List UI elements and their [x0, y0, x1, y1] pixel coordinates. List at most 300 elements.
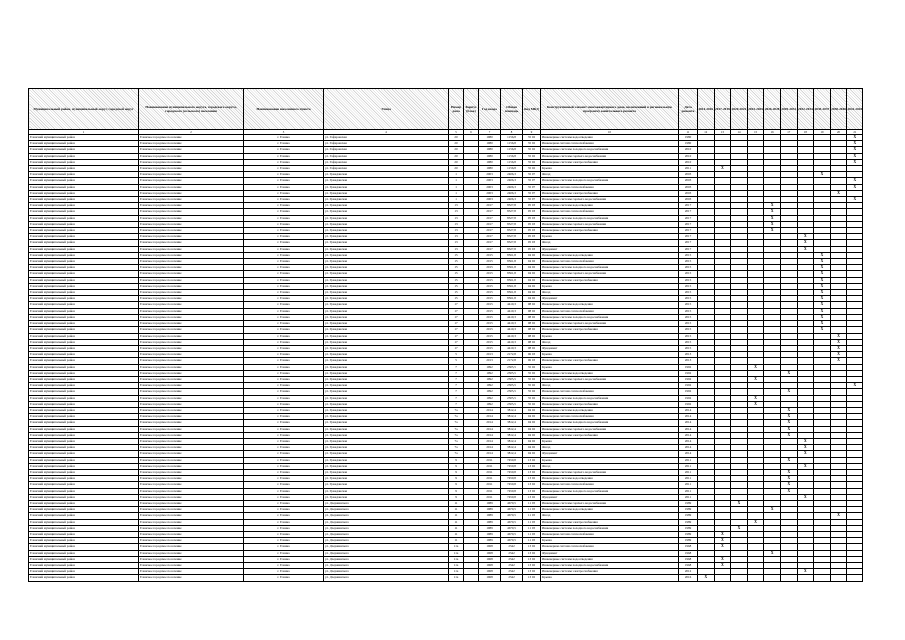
period-mark-cell	[847, 575, 863, 581]
table-cell: Еланский муниципальный район	[29, 538, 139, 544]
table-cell: Еланский муниципальный район	[29, 395, 139, 401]
table-cell: 2017	[479, 228, 501, 234]
table-cell: ул. Гражданская	[324, 321, 449, 327]
table-cell: Инженерные системы горячего водоснабжения	[541, 376, 679, 382]
table-cell: 05 03	[523, 215, 541, 221]
table-cell: 2014	[479, 432, 501, 438]
table-cell: Еланское городское поселение	[139, 203, 244, 209]
table-cell: 11 03	[523, 538, 541, 544]
table-cell: ул. Гражданская	[324, 271, 449, 277]
table-cell: 11а	[449, 575, 464, 581]
table-cell: Еланский муниципальный район	[29, 414, 139, 420]
table-cell: г. Еланка	[244, 302, 324, 308]
table-cell: 04 02	[523, 296, 541, 302]
column-number: 19	[814, 130, 831, 135]
table-cell: 35 07	[523, 197, 541, 203]
table-cell: 2011	[679, 482, 698, 488]
table-cell: 2015	[479, 321, 501, 327]
table-cell: Еланское городское поселение	[139, 519, 244, 525]
period-mark-cell: X	[780, 457, 797, 463]
table-cell: 3812,4	[501, 438, 523, 444]
period-mark-cell: X	[714, 544, 731, 550]
table-cell: г. Еланка	[244, 296, 324, 302]
table-cell: Еланское городское поселение	[139, 246, 244, 252]
table-cell: Инженерные системы холодного водоснабжения	[541, 525, 679, 531]
table-cell: г. Еланка	[244, 166, 324, 172]
table-cell: Еланский муниципальный район	[29, 172, 139, 178]
table-cell: 8327,8	[501, 209, 523, 215]
period-mark-cell: X	[814, 296, 831, 302]
table-cell: Инженерная система теплоснабжения	[541, 389, 679, 395]
table-cell: Еланский муниципальный район	[29, 370, 139, 376]
table-cell: г. Еланка	[244, 345, 324, 351]
table-cell: 1989	[479, 538, 501, 544]
table-cell: Еланский муниципальный район	[29, 563, 139, 569]
table-cell: Еланское городское поселение	[139, 321, 244, 327]
table-cell: 2010	[679, 159, 698, 165]
table-cell: 11	[449, 513, 464, 519]
period-mark-cell: X	[780, 482, 797, 488]
table-cell: 3812,4	[501, 451, 523, 457]
table-cell: ул. Гражданская	[324, 302, 449, 308]
table-cell: Еланский муниципальный район	[29, 153, 139, 159]
table-cell: Еланское городское поселение	[139, 166, 244, 172]
table-cell: 7450,8	[501, 488, 523, 494]
table-cell: Фундамент	[541, 494, 679, 500]
period-mark-cell	[780, 575, 797, 581]
period-mark-cell: X	[764, 228, 781, 234]
table-cell: ул. Гафаровская	[324, 147, 449, 153]
table-cell: ул. Гражданская	[324, 482, 449, 488]
table-cell: г. Еланка	[244, 438, 324, 444]
table-cell: 8561,8	[501, 283, 523, 289]
column-header: 2035-2037	[814, 89, 831, 130]
table-cell: Еланский муниципальный район	[29, 302, 139, 308]
table-cell: 4670,5	[501, 507, 523, 513]
table-cell: 35 02	[523, 389, 541, 395]
table-cell: Еланский муниципальный район	[29, 389, 139, 395]
table-cell: Еланский муниципальный район	[29, 469, 139, 475]
period-mark-cell: X	[747, 395, 764, 401]
table-cell: ул. Гражданская	[324, 395, 449, 401]
table-cell: 2003	[479, 197, 501, 203]
table-cell: Инженерные системы водоотведения	[541, 476, 679, 482]
table-cell: Еланское городское поселение	[139, 432, 244, 438]
table-cell: г. Еланка	[244, 544, 324, 550]
period-mark-cell	[830, 575, 847, 581]
column-header: Муниципальный район, муниципальный округ, городской округ	[29, 89, 139, 130]
column-number: 11	[679, 130, 698, 135]
table-cell: г. Еланка	[244, 172, 324, 178]
table-cell: Инженерные системы электроснабжения	[541, 327, 679, 333]
table-cell: 9	[449, 482, 464, 488]
period-mark-cell: X	[830, 339, 847, 345]
table-cell: 1992	[479, 383, 501, 389]
table-cell: г. Еланка	[244, 209, 324, 215]
table-cell: Еланское городское поселение	[139, 345, 244, 351]
table-cell: 2003	[679, 184, 698, 190]
table-cell: г. Еланка	[244, 234, 324, 240]
table-cell: 1980	[479, 135, 501, 141]
table-cell: ул. Гафаровская	[324, 141, 449, 147]
table-cell: ул. Гражданская	[324, 476, 449, 482]
table-cell: Еланское городское поселение	[139, 395, 244, 401]
table-cell: 4410,3	[501, 333, 523, 339]
period-mark-cell: X	[714, 563, 731, 569]
table-cell: Еланский муниципальный район	[29, 407, 139, 413]
table-cell: 13	[449, 234, 464, 240]
column-number: 4	[324, 130, 449, 135]
table-cell: Инженерная система теплоснабжения	[541, 544, 679, 550]
table-cell: 2015	[479, 283, 501, 289]
table-cell: 1989	[679, 538, 698, 544]
table-cell: Еланский муниципальный район	[29, 141, 139, 147]
column-header: 2023-2025	[747, 89, 764, 130]
table-cell: ул. Гражданская	[324, 445, 449, 451]
table-row	[29, 575, 863, 581]
table-cell: Фундамент	[541, 451, 679, 457]
table-cell: 11 03	[523, 500, 541, 506]
table-cell: 3812,4	[501, 414, 523, 420]
table-cell: 2015	[679, 296, 698, 302]
table-cell: г. Еланка	[244, 469, 324, 475]
table-cell: 04 02	[523, 277, 541, 283]
table-cell: 04 02	[523, 259, 541, 265]
table-cell: 05 03	[523, 240, 541, 246]
table-cell: 1989	[679, 513, 698, 519]
table-cell: 2406,3	[501, 184, 523, 190]
table-cell: Инженерные системы электроснабжения	[541, 358, 679, 364]
table-cell: Еланское городское поселение	[139, 420, 244, 426]
table-cell: г. Еланка	[244, 252, 324, 258]
table-cell: 35 02	[523, 383, 541, 389]
table-cell: г. Еланка	[244, 407, 324, 413]
table-cell: 15	[449, 259, 464, 265]
table-cell: 17	[449, 308, 464, 314]
table-cell: Еланский муниципальный район	[29, 401, 139, 407]
table-cell: Еланское городское поселение	[139, 172, 244, 178]
table-cell: 08 02	[523, 314, 541, 320]
table-cell: Инженерные системы водоотведения	[541, 370, 679, 376]
table-cell: 4670,5	[501, 513, 523, 519]
table-cell: 4410,3	[501, 308, 523, 314]
table-cell: 20	[449, 166, 464, 172]
table-cell: Фасад	[541, 172, 679, 178]
table-cell: ул. Гражданская	[324, 494, 449, 500]
table-cell: 2014	[479, 426, 501, 432]
table-cell: Еланское городское поселение	[139, 190, 244, 196]
table-cell: 20	[449, 159, 464, 165]
table-cell: ул. Гражданская	[324, 389, 449, 395]
table-cell: 15	[449, 252, 464, 258]
table-cell: 1992	[679, 376, 698, 382]
table-cell: 11 03	[523, 513, 541, 519]
table-cell: Еланское городское поселение	[139, 550, 244, 556]
table-cell: Еланский муниципальный район	[29, 190, 139, 196]
table-cell: 8561,8	[501, 265, 523, 271]
program-table	[28, 88, 863, 582]
table-cell: 35 02	[523, 376, 541, 382]
table-cell: Еланский муниципальный район	[29, 476, 139, 482]
period-mark-cell	[814, 575, 831, 581]
table-cell: 04 02	[523, 438, 541, 444]
table-cell: 11	[449, 538, 464, 544]
table-cell: Еланское городское поселение	[139, 333, 244, 339]
table-cell: ул. Гражданская	[324, 364, 449, 370]
table-cell: 2015	[679, 259, 698, 265]
table-cell: ул. Гражданская	[324, 197, 449, 203]
table-cell: г. Еланка	[244, 246, 324, 252]
table-cell: Еланский муниципальный район	[29, 240, 139, 246]
table-cell: Фундамент	[541, 296, 679, 302]
period-mark-cell: X	[764, 221, 781, 227]
table-cell: 1156,8	[501, 166, 523, 172]
table-cell: Еланское городское поселение	[139, 339, 244, 345]
table-cell: Фасад	[541, 290, 679, 296]
table-cell: 05 03	[523, 234, 541, 240]
table-cell: Инженерные системы водоотведения	[541, 203, 679, 209]
table-cell: 1	[449, 190, 464, 196]
table-cell: Еланское городское поселение	[139, 153, 244, 159]
table-cell: ул. Гафаровская	[324, 166, 449, 172]
table-cell: Еланское городское поселение	[139, 141, 244, 147]
table-cell: г. Еланка	[244, 190, 324, 196]
table-cell: Еланский муниципальный район	[29, 445, 139, 451]
period-mark-cell: X	[847, 184, 863, 190]
capital-repair-table	[28, 88, 863, 582]
period-mark-cell: X	[747, 401, 764, 407]
table-cell: Еланский муниципальный район	[29, 420, 139, 426]
table-cell: Еланское городское поселение	[139, 240, 244, 246]
table-cell: 8561,8	[501, 259, 523, 265]
table-cell: г. Еланка	[244, 414, 324, 420]
table-cell: 7а	[449, 426, 464, 432]
table-cell: 2012	[679, 569, 698, 575]
period-mark-cell: X	[814, 259, 831, 265]
table-cell: г. Еланка	[244, 550, 324, 556]
table-cell: г. Еланка	[244, 135, 324, 141]
table-cell: Крыша	[541, 234, 679, 240]
table-cell: Инженерные системы электроснабжения	[541, 569, 679, 575]
column-number: 2	[139, 130, 244, 135]
table-cell: 35 02	[523, 135, 541, 141]
table-cell: 1968	[479, 550, 501, 556]
table-cell: г. Еланка	[244, 426, 324, 432]
period-mark-cell: X	[830, 190, 847, 196]
table-cell: Фасад	[541, 240, 679, 246]
table-cell: г. Еланка	[244, 364, 324, 370]
table-cell: 2015	[679, 345, 698, 351]
table-cell: 2011	[479, 469, 501, 475]
table-cell: ул. Гражданская	[324, 488, 449, 494]
column-number: 5	[449, 130, 464, 135]
table-cell: 2014	[479, 438, 501, 444]
table-cell: Еланский муниципальный район	[29, 184, 139, 190]
table-cell: 1989	[479, 507, 501, 513]
table-cell: 2015	[679, 339, 698, 345]
table-cell: Еланское городское поселение	[139, 457, 244, 463]
table-cell: 1968	[679, 550, 698, 556]
table-cell: г. Еланка	[244, 451, 324, 457]
table-cell: ул. Дзержинского	[324, 538, 449, 544]
column-header: Номер дома	[449, 89, 464, 130]
column-number: 13	[714, 130, 731, 135]
table-cell: Еланское городское поселение	[139, 525, 244, 531]
table-cell: ул. Гражданская	[324, 190, 449, 196]
table-cell: 9	[449, 488, 464, 494]
table-cell: Инженерные системы водоотведения	[541, 135, 679, 141]
table-cell: г. Еланка	[244, 500, 324, 506]
table-cell: Еланский муниципальный район	[29, 519, 139, 525]
table-cell: 7а	[449, 407, 464, 413]
period-mark-cell: X	[797, 463, 814, 469]
column-header: 2017-2019	[714, 89, 731, 130]
table-cell: Еланское городское поселение	[139, 358, 244, 364]
table-cell: 4670,5	[501, 519, 523, 525]
table-cell: 04 02	[523, 445, 541, 451]
table-cell: Еланский муниципальный район	[29, 283, 139, 289]
table-cell: Крыша	[541, 575, 679, 581]
table-cell: Еланское городское поселение	[139, 563, 244, 569]
table-cell: 2172,8	[501, 358, 523, 364]
table-cell: Еланское городское поселение	[139, 135, 244, 141]
table-cell: Инженерная система теплоснабжения	[541, 414, 679, 420]
table-cell: г. Еланка	[244, 178, 324, 184]
table-cell: 2015	[679, 302, 698, 308]
table-cell: 3812,4	[501, 445, 523, 451]
table-cell: 7450,8	[501, 482, 523, 488]
table-cell: 11 03	[523, 519, 541, 525]
table-cell: 8327,8	[501, 246, 523, 252]
table-cell: г. Еланка	[244, 271, 324, 277]
table-cell: 13	[449, 246, 464, 252]
table-cell: 1156,8	[501, 147, 523, 153]
table-cell: 04 02	[523, 414, 541, 420]
table-cell: 35 07	[523, 184, 541, 190]
table-cell: 13 02	[523, 494, 541, 500]
table-cell: Еланское городское поселение	[139, 228, 244, 234]
table-cell: г. Еланка	[244, 321, 324, 327]
table-cell: 2011	[479, 463, 501, 469]
column-header: 2032-2034	[797, 89, 814, 130]
period-mark-cell: X	[714, 532, 731, 538]
table-cell: Инженерные системы водоотведения	[541, 302, 679, 308]
period-mark-cell: X	[780, 476, 797, 482]
period-mark-cell: X	[780, 426, 797, 432]
table-cell: 4410,3	[501, 314, 523, 320]
table-cell: 1989	[479, 525, 501, 531]
period-mark-cell: X	[780, 432, 797, 438]
table-cell: 2015	[479, 327, 501, 333]
table-cell: Еланский муниципальный район	[29, 532, 139, 538]
table-cell: г. Еланка	[244, 333, 324, 339]
table-cell: 2003	[479, 184, 501, 190]
table-cell: 35 07	[523, 178, 541, 184]
table-cell: 1156,8	[501, 141, 523, 147]
table-cell: 2342	[501, 556, 523, 562]
table-cell: Еланский муниципальный район	[29, 507, 139, 513]
table-cell: Инженерные системы холодного водоснабжения	[541, 420, 679, 426]
table-cell: 05 03	[523, 209, 541, 215]
table-cell: г. Еланка	[244, 370, 324, 376]
table-cell: г. Еланка	[244, 494, 324, 500]
table-cell: 2342	[501, 550, 523, 556]
table-cell: г. Еланка	[244, 259, 324, 265]
table-cell: г. Еланка	[244, 482, 324, 488]
period-mark-cell: X	[847, 135, 863, 141]
period-mark-cell: X	[797, 246, 814, 252]
table-cell: Еланский муниципальный район	[29, 376, 139, 382]
table-cell: Еланское городское поселение	[139, 407, 244, 413]
table-cell: ул. Гражданская	[324, 333, 449, 339]
table-cell: 05 03	[523, 221, 541, 227]
table-cell: г. Еланка	[244, 159, 324, 165]
period-mark-cell: X	[714, 556, 731, 562]
table-cell: 08 02	[523, 333, 541, 339]
table-cell: 1989	[679, 507, 698, 513]
table-cell: 05 03	[523, 228, 541, 234]
table-cell: г. Еланка	[244, 308, 324, 314]
table-cell: 7	[449, 383, 464, 389]
table-cell: Инженерная система теплоснабжения	[541, 308, 679, 314]
column-header: 2020-2022	[731, 89, 748, 130]
table-cell: 35 02	[523, 147, 541, 153]
table-cell: 04 02	[523, 271, 541, 277]
period-mark-cell: X	[830, 358, 847, 364]
table-cell: 2015	[679, 327, 698, 333]
column-number: 12	[698, 130, 715, 135]
table-cell: ул. Гафаровская	[324, 159, 449, 165]
table-cell: Еланский муниципальный район	[29, 438, 139, 444]
table-cell: г. Еланка	[244, 575, 324, 581]
column-header: Конструктивный элемент многоквартирного дома, включенный в региональную программу капитального ремонта	[541, 89, 679, 130]
table-cell: г. Еланка	[244, 463, 324, 469]
table-cell: 2014	[679, 407, 698, 413]
table-cell: 15	[449, 271, 464, 277]
table-cell: Еланское городское поселение	[139, 438, 244, 444]
table-cell: 7450,8	[501, 476, 523, 482]
table-cell: Еланское городское поселение	[139, 296, 244, 302]
table-cell: Еланский муниципальный район	[29, 451, 139, 457]
table-cell: 1968	[679, 544, 698, 550]
table-cell: г. Еланка	[244, 184, 324, 190]
table-cell: 17	[449, 321, 464, 327]
table-cell: Еланский муниципальный район	[29, 364, 139, 370]
period-mark-cell: X	[780, 407, 797, 413]
table-cell: 2011	[679, 463, 698, 469]
table-cell: 2015	[479, 339, 501, 345]
table-cell: 13 02	[523, 550, 541, 556]
table-cell: 1989	[479, 532, 501, 538]
table-cell: Фасад	[541, 339, 679, 345]
table-cell: 04 02	[523, 426, 541, 432]
table-cell: Еланский муниципальный район	[29, 457, 139, 463]
table-cell: Еланское городское поселение	[139, 513, 244, 519]
table-cell: 2017	[479, 221, 501, 227]
table-cell: 2305,5	[501, 376, 523, 382]
table-cell: Инженерные системы электроснабжения	[541, 432, 679, 438]
table-cell: Еланский муниципальный район	[29, 209, 139, 215]
table-cell: 2013	[679, 358, 698, 364]
table-cell: 04 02	[523, 451, 541, 457]
table-cell: 13 02	[523, 469, 541, 475]
period-mark-cell: X	[764, 550, 781, 556]
table-cell: Крыша	[541, 333, 679, 339]
table-cell: Инженерные системы холодного водоснабжения	[541, 563, 679, 569]
table-cell: 2011	[479, 457, 501, 463]
table-cell: Еланское городское поселение	[139, 556, 244, 562]
table-cell: 2014	[679, 414, 698, 420]
